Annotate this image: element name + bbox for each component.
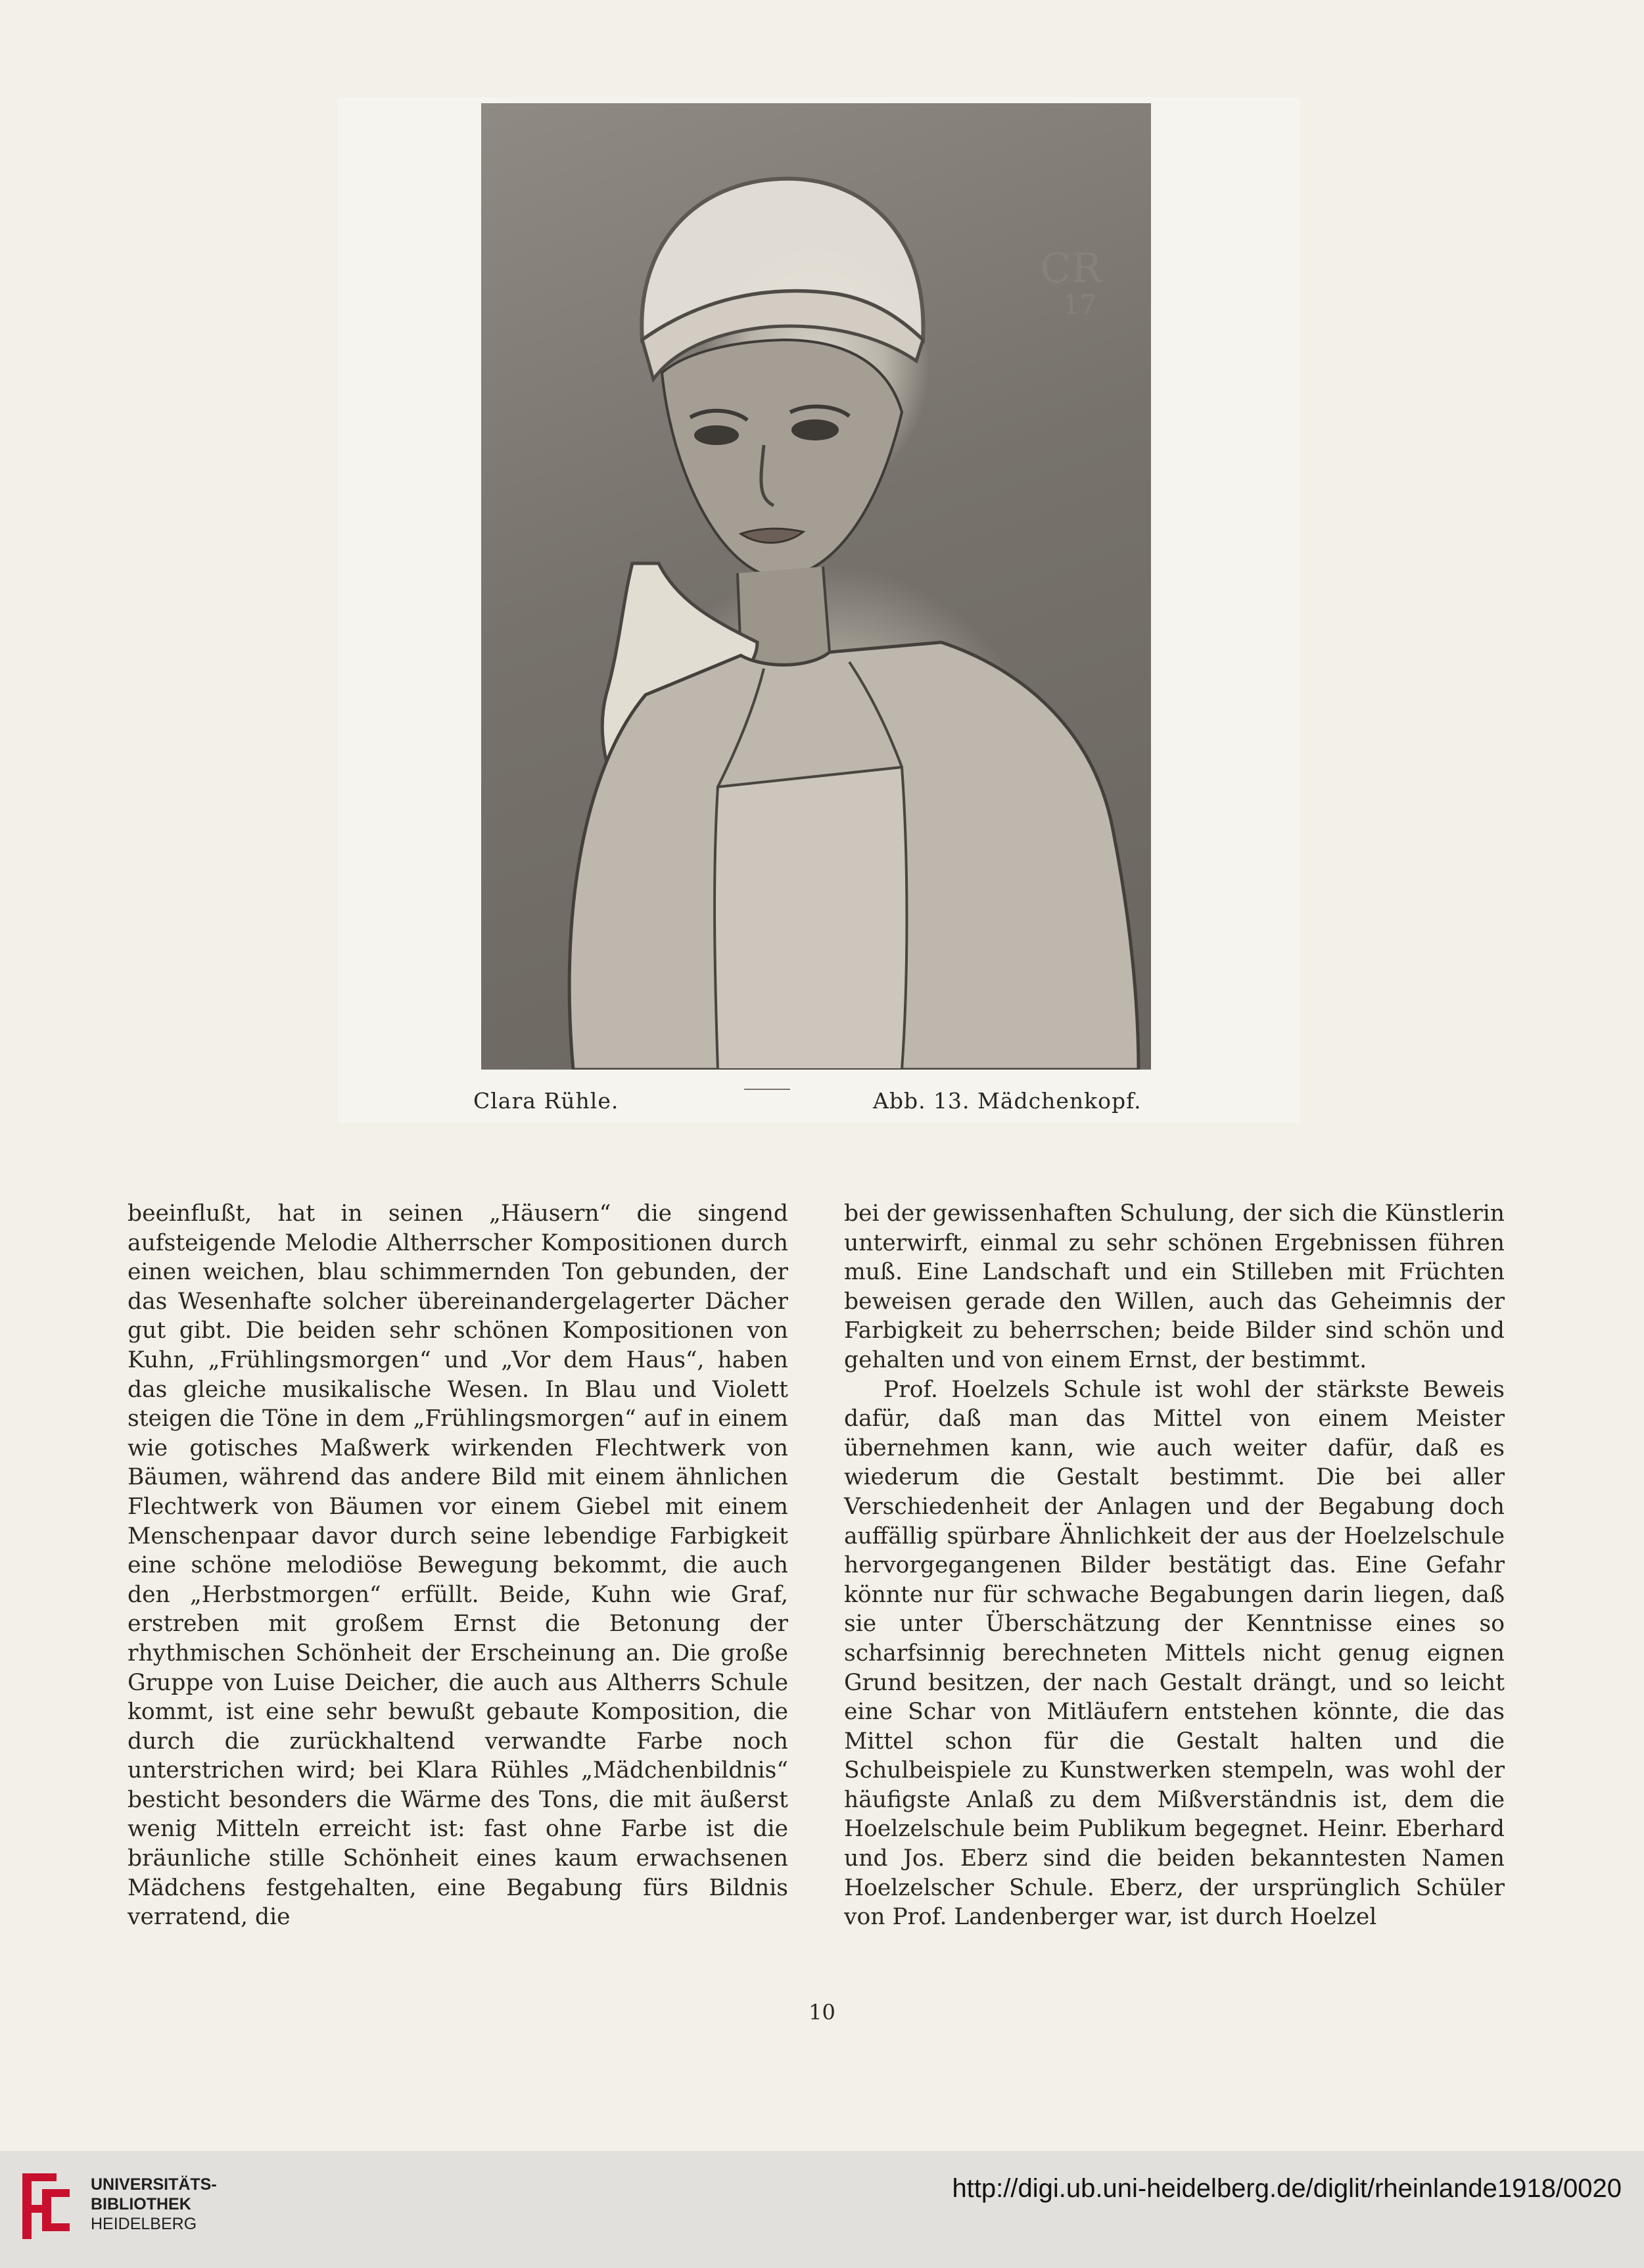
logo-line: BIBLIOTHEK [91,2195,191,2213]
paragraph: beeinflußt, hat in seinen „Häusern“ die singend aufsteigende Melodie Altherrscher Kompositionen durch einen weichen, blau schimmernden Ton gebunden, der das Wesenhafte solcher übereinandergelagerter Dächer gut gibt. Die beiden sehr schönen Kompositionen von Kuhn, „Frühlingsmorgen“ und „Vor dem Haus“, haben das gleiche musikalische Wesen. In Blau und Violett steigen die Töne in dem „Frühlingsmorgen“ auf in einem wie gotisches Maßwerk wirkenden Flechtwerk von Bäumen, während das andere Bild mit einem ähnlichen Flechtwerk von Bäumen vor einem Giebel mit einem Menschenpaar davor durch seine lebendige Farbigkeit eine schöne melodiöse Bewegung bekommt, die auch den „Herbstmorgen“ erfüllt. Beide, Kuhn wie Graf, erstreben mit großem Ernst die Betonung der rhythmischen Schönheit der Erscheinung an. Die große Gruppe von Luise Deicher, die auch aus Altherrs Schule kommt, ist eine sehr bewußt gebaute Komposition, die durch die zurückhaltend verwandte Farbe noch unterstrichen wird; bei Klara Rühles „Mädchenbildnis“ besticht besonders die Wärme des Tons, die mit äußerst wenig Mitteln erreicht ist: fast ohne Farbe ist die bräunliche stille Schönheit eines kaum erwachsenen Mädchens festgehalten, eine Begabung fürs Bildnis verratend, die [128,1200,788,1931]
paragraph: Prof. Hoelzels Schule ist wohl der stärkste Beweis dafür, daß man das Mittel von einem Meister übernehmen kann, wie auch weiter dafür, daß es wiederum die Gestalt bestimmt. Die bei aller Verschiedenheit der Anlagen und der Begabung doch auffällig spürbare Ähnlichkeit der aus der Hoelzelschule hervorgegangenen Bilder bestätigt das. Eine Gefahr könnte nur für schwache Begabungen darin liegen, daß sie unter Überschätzung der Kenntnisse eines so scharfsinnig berechneten Mittels nicht genug eignen Grund besitzen, der nach Gestalt drängt, und so leicht eine Schar von Mitläufern entstehen könnte, die das Mittel schon für die Gestalt halten und die Schulbeispiele zu Kunstwerken stempeln, was wohl der häufigste Anlaß zu dem Mißverständnis ist, dem die Hoelzelschule beim Publikum begegnet. Heinr. Eberhard und Jos. Eberz sind die beiden bekanntesten Namen Hoelzelscher Schule. Eberz, der ursprünglich Schüler von Prof. Landenberger war, ist durch Hoelzel [844,1376,1505,1931]
paragraph: bei der gewissenhaften Schulung, der sich die Künstlerin unterwirft, einmal zu sehr schönen Ergebnissen führen muß. Eine Landschaft und ein Stilleben mit Früchten beweisen gerade den Willen, auch das Geheimnis der Farbigkeit zu beherrschen; beide Bilder sind schön und gehalten und von einem Ernst, der bestimmt. [844,1200,1505,1373]
portrait-sketch [481,103,1151,1070]
caption-divider [744,1089,790,1090]
library-logo-text [91,2175,217,2234]
library-logo-icon [16,2167,76,2246]
painting-image [481,103,1151,1070]
text-column-right [844,1199,1505,1932]
footer-bar [0,2151,1644,2268]
figure-artist: Clara Rühle. [473,1088,619,1114]
logo-line: HEIDELBERG [91,2215,197,2233]
page-number: 10 [809,2000,835,2025]
text-column-left [128,1199,788,1932]
svg-text:CR: CR [1040,244,1102,292]
logo-line: UNIVERSITÄTS- [91,2175,217,2194]
figure-caption: Abb. 13. Mädchenkopf. [873,1088,1142,1114]
source-url-link[interactable]: http://digi.ub.uni-heidelberg.de/diglit/rheinlande1918/0020 [952,2174,1622,2203]
svg-text:17: 17 [1063,290,1096,320]
